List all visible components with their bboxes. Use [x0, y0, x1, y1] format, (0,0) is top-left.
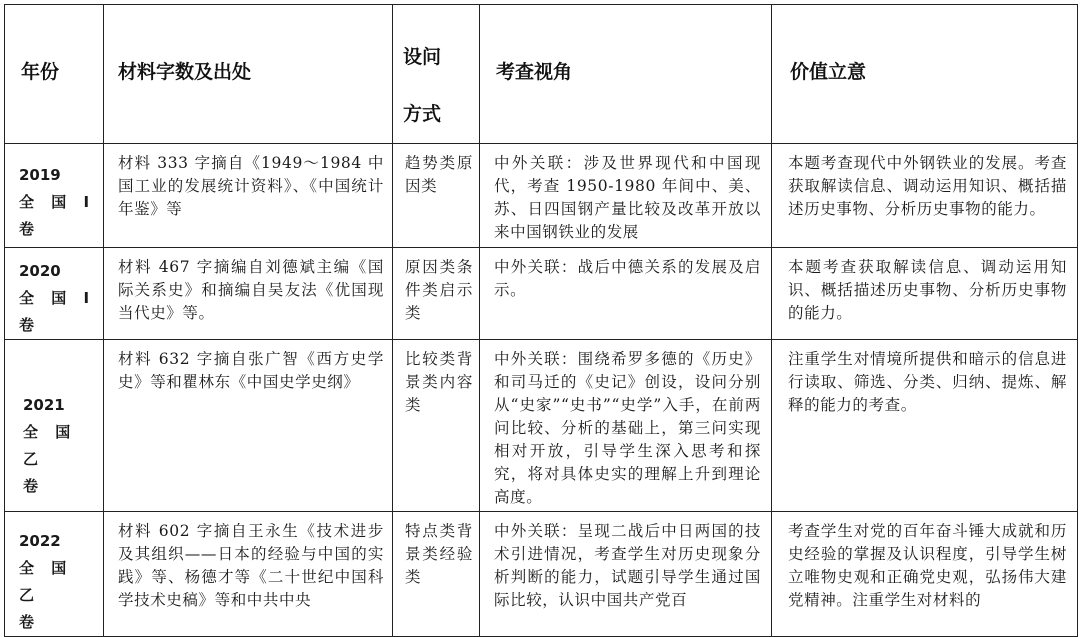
year-cell — [5, 144, 104, 248]
method-cell: 趋势类原因类 — [405, 154, 473, 195]
angle-cell: 中外关联：战后中德关系的发展及启示。 — [494, 258, 761, 299]
header-method — [393, 5, 480, 144]
header-year-label: 年份 — [21, 61, 60, 83]
paper-label-line1: 全 国 乙 — [23, 423, 77, 468]
method-cell: 原因类条件类启示类 — [405, 258, 473, 322]
year-label: 2020 — [19, 262, 61, 280]
table-row — [5, 340, 1078, 512]
method-cell: 比较类背景类内容类 — [405, 350, 473, 414]
header-method-line1: 设问 — [403, 46, 442, 68]
source-cell: 材料 333 字摘自《1949～1984 中国工业的发展统计资料》、《中国统计年鉴》等 — [118, 154, 384, 218]
analysis-table — [4, 4, 1078, 637]
header-value-label: 价值立意 — [790, 61, 867, 83]
paper-label-line1: 全 国 Ⅰ — [19, 289, 96, 307]
header-method-line2: 方式 — [403, 103, 442, 125]
paper-label-line2: 卷 — [19, 613, 35, 631]
source-cell: 材料 602 字摘自王永生《技术进步及其组织——日本的经验与中国的实践》等、杨德才等《二十世纪中国科学技术史稿》等和中共中央 — [118, 522, 384, 609]
header-value — [772, 5, 1078, 144]
year-cell — [5, 340, 104, 512]
method-cell: 特点类背景类经验类 — [405, 522, 473, 586]
angle-cell: 中外关联：涉及世界现代和中国现代，考查 1950-1980 年间中、美、苏、日四国钢产量比较及改革开放以来中国钢铁业的发展 — [494, 154, 761, 241]
header-angle — [480, 5, 772, 144]
header-year — [5, 5, 104, 144]
angle-cell: 中外关联：围绕希罗多德的《历史》和司马迁的《史记》创设，设问分别从“史家”“史书”“史学”入手，在前两问比较、分析的基础上，第三问实现相对开放，引导学生深入思考和探究，将对具体史实的理解上升到理论高度。 — [494, 350, 761, 506]
value-cell: 考查学生对党的百年奋斗锤大成就和历史经验的掌握及认识程度，引导学生树立唯物史观和正确党史观，弘扬伟大建党精神。注重学生对材料的 — [788, 522, 1067, 609]
header-source — [104, 5, 393, 144]
paper-label-line2: 卷 — [19, 220, 35, 238]
paper-label-line2: 卷 — [23, 477, 39, 495]
paper-label-line2: 卷 — [19, 316, 35, 334]
value-cell: 本题考查获取解读信息、调动运用知识、概括描述历史事物、分析历史事物的能力。 — [788, 258, 1067, 322]
source-cell: 材料 467 字摘编自刘德斌主编《国际关系史》和摘编自吴友法《优国现当代史》等。 — [118, 258, 384, 322]
value-cell: 注重学生对情境所提供和暗示的信息进行读取、筛选、分类、归纳、提炼、解释的能力的考查。 — [788, 350, 1067, 414]
angle-cell: 中外关联：呈现二战后中日两国的技术引进情况，考查学生对历史现象分析判断的能力，试题引导学生通过国际比较，认识中国共产党百 — [494, 522, 761, 609]
header-angle-label: 考查视角 — [496, 61, 573, 83]
header-source-label: 材料字数及出处 — [118, 61, 252, 83]
table-row — [5, 512, 1078, 637]
year-cell — [5, 512, 104, 637]
year-label: 2019 — [19, 166, 61, 184]
source-cell: 材料 632 字摘自张广智《西方史学史》等和瞿林东《中国史学史纲》 — [118, 350, 384, 391]
header-row — [5, 5, 1078, 144]
year-label: 2021 — [23, 396, 65, 414]
table-row — [5, 144, 1078, 248]
paper-label-line1: 全 国 乙 — [19, 559, 73, 604]
table-row — [5, 248, 1078, 340]
paper-label-line1: 全 国 Ⅰ — [19, 193, 96, 211]
year-cell — [5, 248, 104, 340]
value-cell: 本题考查现代中外钢铁业的发展。考查获取解读信息、调动运用知识、概括描述历史事物、分析历史事物的能力。 — [788, 154, 1067, 218]
year-label: 2022 — [19, 532, 61, 550]
